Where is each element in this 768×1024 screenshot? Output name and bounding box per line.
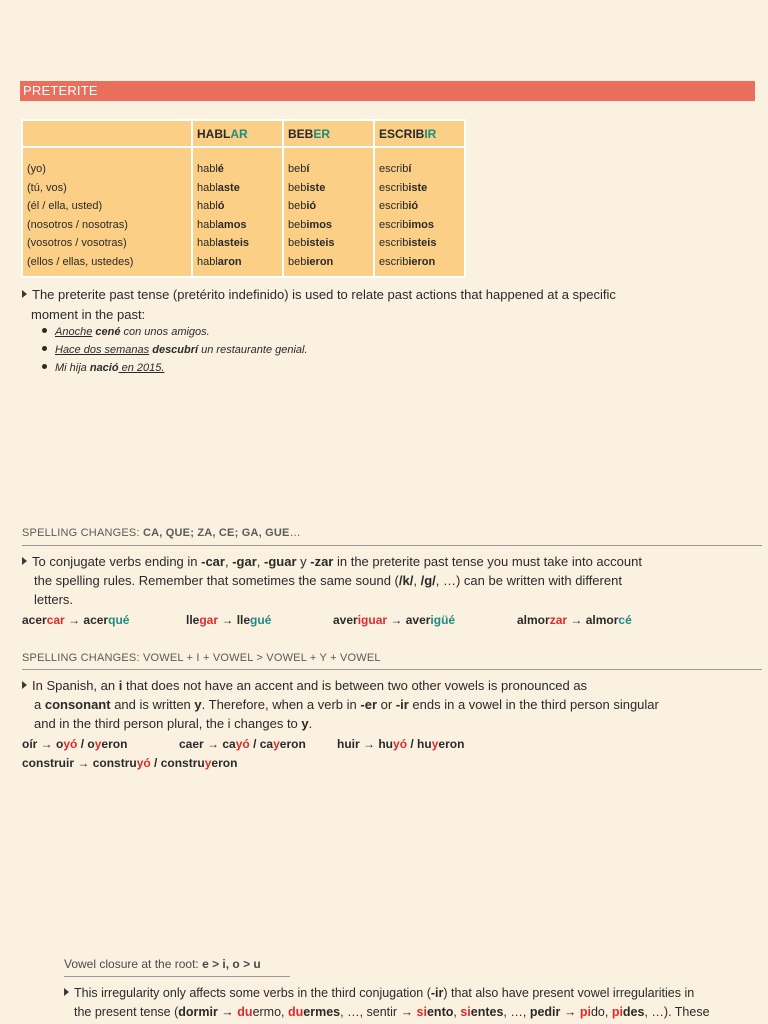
preterite-note: The preterite past tense (pretérito indefinido) is used to relate past actions that happened at a specific moment in the past: [22, 285, 616, 324]
spelling-changes-title: SPELLING CHANGES: CA, QUE; ZA, CE; GA, GUE… [22, 527, 301, 539]
pronoun-column: (yo) (tú, vos) (él / ella, usted) (nosotros / nosotras) (vosotros / vosotras) (ellos / ellas, ustedes) [22, 147, 192, 277]
bullet-icon [42, 328, 47, 333]
escribir-column: escribí escribiste escribió escribimos escribisteis escribieron [374, 147, 465, 277]
bullet-icon [42, 346, 47, 351]
spelling-example-averiguar: averiguar → averigüé [333, 613, 456, 627]
vowel-example-oir: oír → oyó / oyeron [22, 737, 128, 751]
vowel-closure-title: Vowel closure at the root: e > i, o > u [64, 957, 261, 971]
banner-title: PRETERITE [23, 83, 98, 98]
header-beber: BEBER [283, 120, 374, 147]
vowel-spelling-title: SPELLING CHANGES: VOWEL + I + VOWEL > VOWEL + Y + VOWEL [22, 652, 381, 664]
vowel-closure-note: This irregularity only affects some verbs in the third conjugation (-ir) that also have present vowel irregularities in the present tense (dormir → duermo, duermes, …, sentir → siento, sientes, …, pedir → pido, pides, …). These [64, 984, 710, 1022]
table-header-row [22, 120, 465, 147]
header-escribir: ESCRIBIR [374, 120, 465, 147]
vowel-example-huir: huir → huyó / huyeron [337, 737, 465, 751]
spelling-example-llegar: llegar → llegué [186, 613, 272, 627]
conjugation-table [21, 119, 466, 278]
spelling-note: To conjugate verbs ending in -car, -gar, -guar y -zar in the preterite past tense you must take into account the spelling rules. Remember that sometimes the same sound (/k/, /g/, …) can be written with different letters. [22, 552, 642, 609]
header-empty [22, 120, 192, 147]
vowel-spelling-note: In Spanish, an i that does not have an accent and is between two other vowels is pronounced as a consonant and is written y. Therefore, when a verb in -er or -ir ends in a vowel in the third person singular and in the third person plural, the i changes to y. [22, 676, 659, 733]
hablar-column: hablé hablaste habló hablamos hablasteis hablaron [192, 147, 283, 277]
table-body-row [22, 147, 465, 277]
example-list [42, 323, 308, 377]
section-divider [22, 545, 762, 546]
list-item: Hace dos semanas descubrí un restaurante genial. [42, 341, 308, 359]
bullet-triangle-icon [22, 290, 27, 298]
spelling-example-almorzar: almorzar → almorcé [517, 613, 632, 627]
beber-column: bebí bebiste bebió bebimos bebisteis bebieron [283, 147, 374, 277]
vowel-example-caer: caer → cayó / cayeron [179, 737, 306, 751]
subsection-divider [64, 976, 290, 977]
bullet-icon [42, 364, 47, 369]
vowel-example-construir: construir → construyó / construyeron [22, 756, 238, 770]
spelling-example-acercar: acercar → acerqué [22, 613, 130, 627]
preterite-banner [20, 81, 755, 101]
section-divider [22, 669, 762, 670]
list-item: Mi hija nació en 2015. [42, 359, 308, 377]
list-item: Anoche cené con unos amigos. [42, 323, 308, 341]
bullet-triangle-icon [64, 988, 69, 996]
bullet-triangle-icon [22, 557, 27, 565]
header-hablar: HABLAR [192, 120, 283, 147]
bullet-triangle-icon [22, 681, 27, 689]
